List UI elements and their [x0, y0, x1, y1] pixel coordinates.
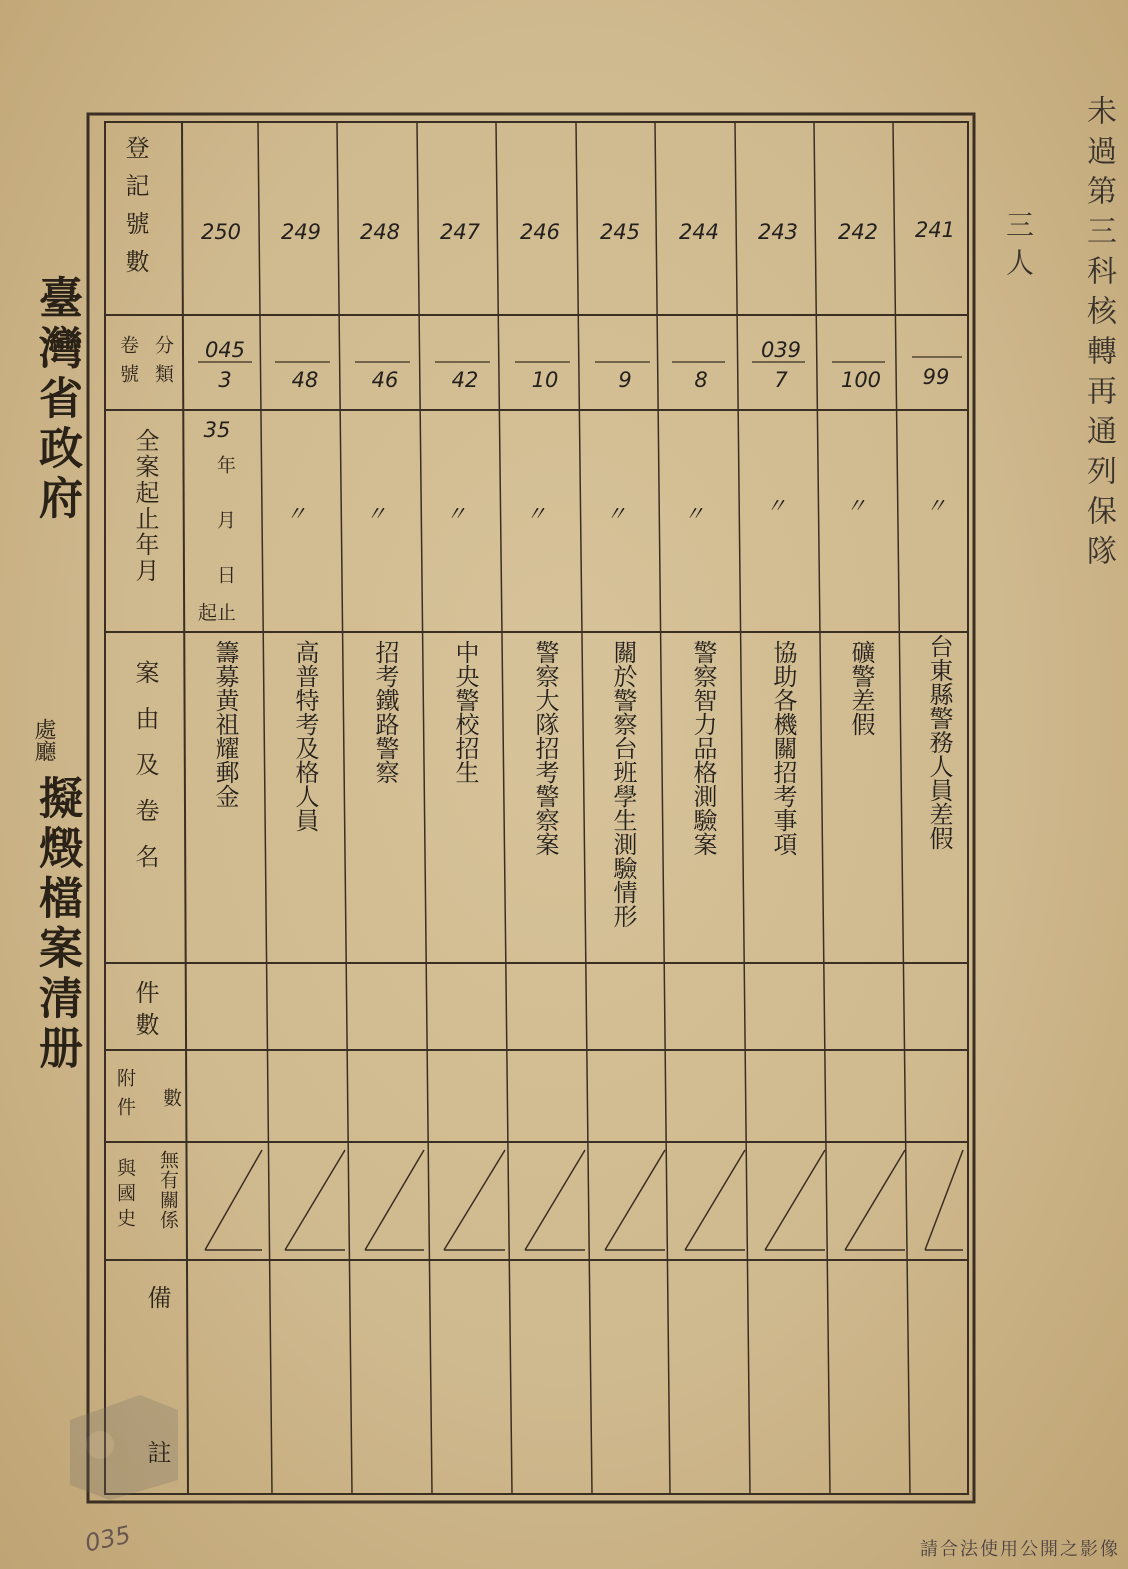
header-remarks-b: 註 [143, 1440, 171, 1464]
date-250: 35 [203, 418, 231, 442]
header-remarks-a: 備 [143, 1285, 171, 1309]
header-attach-b: 數 [160, 1088, 182, 1107]
date-242: 〃 [845, 494, 867, 518]
date-248: 〃 [365, 502, 387, 526]
reg-no-248: 248 [359, 220, 401, 244]
reg-no-246: 246 [519, 220, 561, 244]
date-part-year: 年 [214, 455, 236, 474]
margin-note: 未過第三科核轉再通列保隊 [1081, 95, 1116, 575]
subject-250: 籌募黄祖耀郵金 [211, 640, 239, 808]
reg-no-242: 242 [837, 220, 879, 244]
subject-245: 關於警察台班學生測驗情形 [609, 640, 637, 928]
vol-no-242: 100 [840, 368, 882, 392]
date-part-month: 月 [214, 510, 236, 529]
vol-no-247: 42 [451, 368, 479, 392]
subject-241: 台東縣警務人員差假 [925, 634, 953, 850]
reg-no-249: 249 [280, 220, 322, 244]
page-subtitle: 處廳 [31, 718, 56, 762]
list-title: 擬燬檔案清册 [31, 775, 82, 1075]
vol-no-245: 9 [618, 368, 632, 392]
reg-no-245: 245 [599, 220, 641, 244]
vol-no-243: 7 [774, 368, 788, 392]
reg-no-244: 244 [678, 220, 720, 244]
subject-247: 中央警校招生 [451, 640, 479, 784]
reg-no-247: 247 [439, 220, 481, 244]
date-245: 〃 [605, 502, 627, 526]
date-243: 〃 [765, 494, 787, 518]
header-history-a: 與國史 [114, 1158, 136, 1233]
date-249: 〃 [285, 502, 307, 526]
date-start-end: 起止 [198, 602, 237, 624]
vol-no-241: 99 [922, 365, 950, 389]
class-no-250: 045 [204, 338, 246, 362]
vol-no-246: 10 [531, 368, 559, 392]
vol-no-248: 46 [371, 368, 399, 392]
reg-no-243: 243 [757, 220, 799, 244]
footer-note: 請合法使用公開之影像 [920, 1539, 1120, 1560]
header-count: 件數 [131, 980, 159, 1044]
date-241: 〃 [925, 494, 947, 518]
date-247: 〃 [445, 502, 467, 526]
date-244: 〃 [683, 502, 705, 526]
class-no-243: 039 [760, 338, 802, 362]
margin-note-side: 三人 [1002, 210, 1035, 286]
header-history-b: 無有關係 [157, 1150, 179, 1230]
subject-246: 警察大隊招考警察案 [531, 640, 559, 856]
subject-249: 高普特考及格人員 [291, 640, 319, 832]
vol-no-249: 48 [291, 368, 319, 392]
vol-no-250: 3 [218, 368, 232, 392]
subject-244: 警察智力品格測驗案 [689, 640, 717, 856]
header-column-line [182, 122, 188, 1494]
page-title: 臺灣省政府 [31, 275, 82, 525]
subject-248: 招考鐵路警察 [371, 640, 399, 784]
header-attach-a: 附件 [114, 1068, 136, 1126]
header-file-no-a: 分類 [152, 335, 174, 393]
reg-no-241: 241 [914, 218, 956, 242]
vol-no-244: 8 [694, 368, 708, 392]
subject-243: 協助各機關招考事項 [769, 640, 797, 856]
header-reg-no: 登記號數 [121, 135, 149, 287]
header-subject: 案由及卷名 [131, 660, 159, 890]
subject-242: 礦警差假 [847, 640, 875, 736]
date-part-day: 日 [214, 565, 236, 584]
header-date-range: 全案起止年月 [131, 428, 159, 584]
date-246: 〃 [525, 502, 547, 526]
page-number: 035 [82, 1520, 134, 1558]
reg-no-250: 250 [200, 220, 242, 244]
header-file-no-b: 卷號 [117, 335, 139, 393]
